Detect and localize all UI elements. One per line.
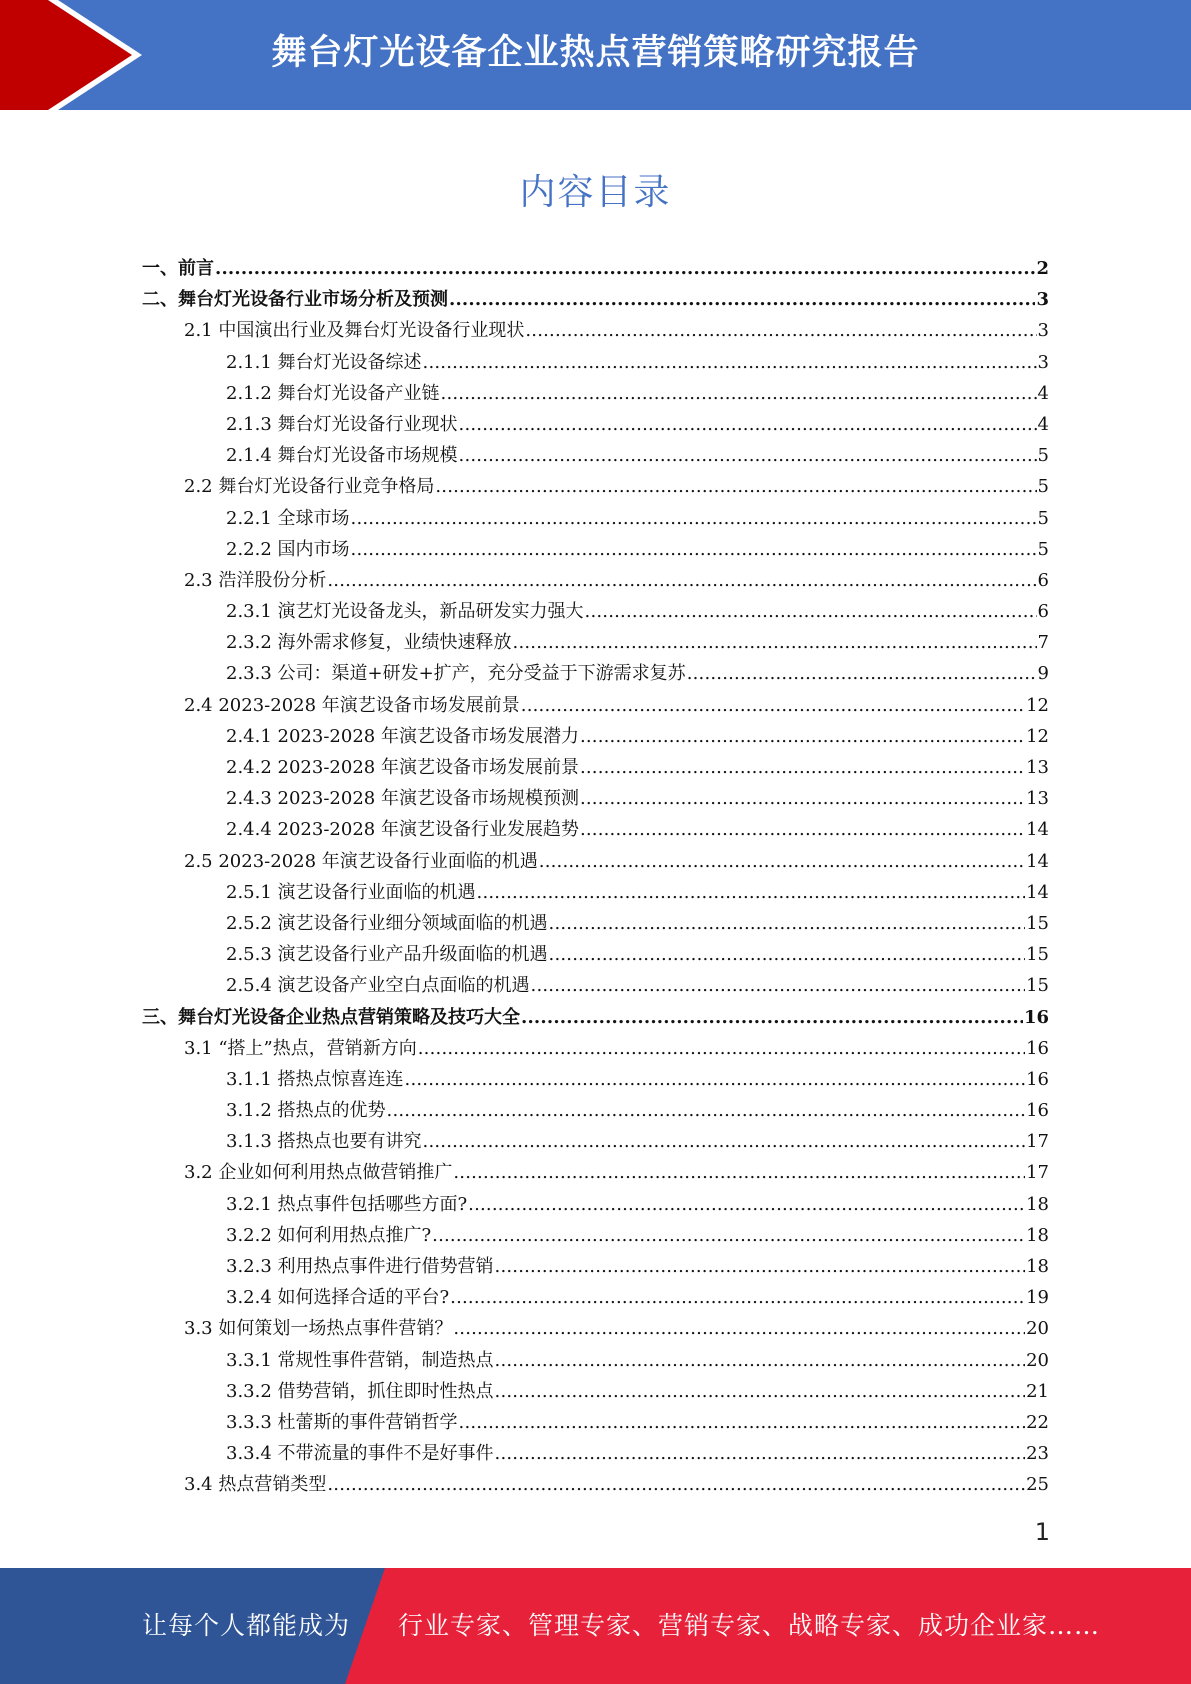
toc-entry-page: 6: [1037, 569, 1049, 591]
toc-entry-page: 3: [1037, 320, 1049, 342]
toc-entry-page: 3: [1037, 351, 1049, 373]
toc-entry-title: 三、舞台灯光设备企业热点营销策略及技巧大全: [142, 1006, 520, 1028]
toc-dot-leader: [327, 1469, 1025, 1500]
toc-entry-title: 2.4.4 2023-2028 年演艺设备行业发展趋势: [226, 819, 579, 841]
toc-entry[interactable]: [142, 378, 1049, 409]
toc-entry[interactable]: [142, 1282, 1049, 1313]
toc-entry[interactable]: [142, 315, 1049, 346]
toc-dot-leader: [387, 1095, 1026, 1126]
header-banner: [0, 0, 1191, 110]
toc-entry[interactable]: [142, 565, 1049, 596]
toc-entry-page: 14: [1026, 819, 1049, 841]
toc-entry-page: 9: [1037, 663, 1049, 685]
toc-entry-page: 15: [1026, 944, 1049, 966]
toc-dot-leader: [549, 908, 1026, 939]
toc-entry-page: 5: [1037, 445, 1049, 467]
toc-heading: 内容目录: [519, 172, 672, 213]
toc-entry-page: 18: [1026, 1224, 1049, 1246]
toc-entry-page: 19: [1026, 1287, 1049, 1309]
page-number: 1: [1034, 1518, 1050, 1546]
toc-entry-page: 16: [1026, 1068, 1049, 1090]
toc-entry[interactable]: [142, 877, 1049, 908]
toc-entry-page: 14: [1026, 850, 1049, 872]
toc-entry-title: 2.2.1 全球市场: [226, 507, 350, 529]
toc-entry-page: 15: [1026, 912, 1049, 934]
toc-entry[interactable]: [142, 503, 1049, 534]
toc-entry-title: 2.1 中国演出行业及舞台灯光设备行业现状: [184, 320, 525, 342]
toc-entry-title: 3.3.4 不带流量的事件不是好事件: [226, 1443, 494, 1465]
toc-entry-title: 2.1.2 舞台灯光设备产业链: [226, 382, 440, 404]
toc-entry-page: 5: [1037, 538, 1049, 560]
toc-entry-title: 2.4 2023-2028 年演艺设备市场发展前景: [184, 694, 520, 716]
toc-entry-title: 2.3.1 演艺灯光设备龙头，新品研发实力强大: [226, 601, 584, 623]
toc-entry[interactable]: [142, 846, 1049, 877]
toc-entry-title: 2.1.3 舞台灯光设备行业现状: [226, 413, 458, 435]
toc-entry-page: 5: [1037, 507, 1049, 529]
toc-entry[interactable]: [142, 1033, 1049, 1064]
toc-entry-page: 15: [1026, 975, 1049, 997]
toc-dot-leader: [580, 814, 1025, 845]
toc-entry-title: 2.5.2 演艺设备行业细分领域面临的机遇: [226, 912, 548, 934]
toc-entry-title: 2.4.2 2023-2028 年演艺设备市场发展前景: [226, 757, 579, 778]
toc-entry-page: 16: [1026, 1100, 1049, 1122]
toc-entry[interactable]: [142, 1438, 1049, 1469]
toc-entry-title: 3.3.1 常规性事件营销，制造热点: [226, 1349, 494, 1371]
toc-dot-leader: [405, 1064, 1026, 1095]
footer-slogan-left: 让每个人都能成为: [142, 1611, 351, 1640]
toc-dot-leader: [468, 1189, 1025, 1220]
toc-entry-title: 3.3.3 杜蕾斯的事件营销哲学: [226, 1411, 458, 1433]
toc-entry-page: 17: [1026, 1131, 1049, 1153]
toc-dot-leader: [525, 315, 1036, 346]
toc-dot-leader: [327, 565, 1036, 596]
toc-entry[interactable]: [142, 721, 1049, 752]
toc-entry-title: 2.3.2 海外需求修复，业绩快速释放: [226, 632, 512, 654]
toc-entry-title: 二、舞台灯光设备行业市场分析及预测: [142, 289, 448, 311]
toc-entry[interactable]: [142, 1157, 1049, 1188]
toc-dot-leader: [351, 534, 1037, 565]
toc-dot-leader: [687, 658, 1037, 689]
toc-entry-page: 2: [1036, 258, 1049, 279]
toc-entry-page: 17: [1026, 1162, 1049, 1184]
toc-dot-leader: [513, 627, 1037, 658]
toc-entry[interactable]: [142, 908, 1049, 939]
toc-dot-leader: [453, 1157, 1025, 1188]
toc-entry[interactable]: [142, 690, 1049, 721]
toc-entry-page: 25: [1026, 1474, 1049, 1496]
toc-dot-leader: [495, 1345, 1026, 1376]
toc-dot-leader: [449, 284, 1035, 315]
toc-dot-leader: [459, 1407, 1026, 1438]
toc-dot-leader: [450, 1282, 1025, 1313]
toc-entry-title: 2.1.1 舞台灯光设备综述: [226, 351, 422, 373]
toc-dot-leader: [539, 846, 1025, 877]
toc-dot-leader: [423, 347, 1037, 378]
toc-entry[interactable]: [142, 783, 1049, 814]
toc-entry-title: 3.2 企业如何利用热点做营销推广: [184, 1162, 453, 1184]
toc-entry-title: 2.3.3 公司：渠道+研发+扩产，充分受益于下游需求复苏: [226, 663, 686, 685]
footer-slogan-right: 行业专家、管理专家、营销专家、战略专家、成功企业家……: [398, 1611, 1101, 1640]
toc-entry-title: 3.2.3 利用热点事件进行借势营销: [226, 1256, 494, 1277]
toc-entry-title: 3.2.1 热点事件包括哪些方面?: [226, 1193, 468, 1215]
toc-entry-title: 2.2.2 国内市场: [226, 538, 350, 560]
toc-dot-leader: [215, 253, 1035, 284]
toc-dot-leader: [549, 939, 1026, 970]
toc-dot-leader: [432, 1220, 1025, 1251]
toc-entry[interactable]: [142, 939, 1049, 970]
toc-dot-leader: [580, 783, 1025, 814]
toc-dot-leader: [459, 409, 1037, 440]
toc-entry-page: 5: [1037, 476, 1049, 498]
toc-entry-title: 3.1.2 搭热点的优势: [226, 1100, 386, 1122]
toc-entry-page: 18: [1026, 1193, 1049, 1215]
toc-entry-title: 3.1.1 搭热点惊喜连连: [226, 1068, 404, 1090]
toc-entry-title: 3.1.3 搭热点也要有讲究: [226, 1131, 422, 1153]
toc-dot-leader: [418, 1033, 1025, 1064]
toc-dot-leader: [531, 970, 1026, 1001]
toc-entry[interactable]: [142, 284, 1049, 315]
toc-dot-leader: [521, 1002, 1023, 1033]
toc-entry[interactable]: [142, 1189, 1049, 1220]
toc-dot-leader: [435, 471, 1036, 502]
toc-dot-leader: [495, 1251, 1026, 1282]
toc-entry[interactable]: [142, 814, 1049, 845]
toc-dot-leader: [441, 378, 1037, 409]
toc-entry-title: 3.3.2 借势营销，抓住即时性热点: [226, 1380, 494, 1402]
toc-entry-page: 7: [1037, 632, 1049, 654]
toc-entry-title: 3.1 “搭上”热点，营销新方向: [184, 1037, 417, 1059]
toc-entry-title: 2.2 舞台灯光设备行业竞争格局: [184, 476, 435, 498]
toc-entry-page: 13: [1026, 757, 1049, 778]
toc-entry[interactable]: [142, 1064, 1049, 1095]
toc-entry[interactable]: [142, 409, 1049, 440]
toc-entry-title: 2.5.1 演艺设备行业面临的机遇: [226, 881, 476, 903]
toc-entry[interactable]: [142, 1002, 1049, 1033]
toc-entry[interactable]: [142, 1345, 1049, 1376]
toc-entry-page: 4: [1037, 382, 1049, 404]
toc-entry[interactable]: [142, 596, 1049, 627]
toc-entry-page: 23: [1026, 1443, 1049, 1465]
toc-entry-page: 4: [1037, 413, 1049, 435]
toc-entry-title: 2.5 2023-2028 年演艺设备行业面临的机遇: [184, 850, 538, 872]
toc-dot-leader: [351, 503, 1037, 534]
report-title: 舞台灯光设备企业热点营销策略研究报告: [271, 33, 920, 73]
toc-dot-leader: [459, 440, 1037, 471]
toc-entry-title: 2.5.4 演艺设备产业空白点面临的机遇: [226, 975, 530, 997]
toc-entry[interactable]: [142, 1251, 1049, 1282]
toc-dot-leader: [580, 721, 1025, 752]
toc-entry-title: 2.1.4 舞台灯光设备市场规模: [226, 445, 458, 467]
toc-entry-title: 2.4.1 2023-2028 年演艺设备市场发展潜力: [226, 725, 579, 747]
toc-entry[interactable]: [142, 440, 1049, 471]
toc-entry[interactable]: [142, 1407, 1049, 1438]
toc-entry-title: 3.4 热点营销类型: [184, 1474, 327, 1496]
toc-entry[interactable]: [142, 1469, 1049, 1500]
table-of-contents: [142, 253, 1049, 1501]
toc-entry[interactable]: [142, 253, 1049, 284]
toc-dot-leader: [580, 752, 1025, 783]
toc-entry-page: 13: [1026, 788, 1049, 810]
toc-entry-title: 3.2.4 如何选择合适的平台?: [226, 1287, 450, 1309]
toc-entry[interactable]: [142, 1376, 1049, 1407]
toc-entry-title: 2.3 浩洋股份分析: [184, 569, 327, 591]
toc-entry-page: 12: [1026, 694, 1049, 716]
toc-entry-page: 3: [1036, 289, 1049, 311]
toc-entry[interactable]: [142, 658, 1049, 689]
toc-entry-page: 14: [1026, 881, 1049, 903]
toc-entry-page: 20: [1026, 1318, 1049, 1340]
toc-entry[interactable]: [142, 1313, 1049, 1344]
toc-entry-title: 3.3 如何策划一场热点事件营销？: [184, 1318, 453, 1340]
toc-entry[interactable]: [142, 1220, 1049, 1251]
toc-dot-leader: [521, 690, 1025, 721]
toc-entry-page: 12: [1026, 725, 1049, 747]
toc-entry-page: 20: [1026, 1349, 1049, 1371]
toc-entry-page: 16: [1026, 1037, 1049, 1059]
toc-entry[interactable]: [142, 347, 1049, 378]
toc-entry-page: 22: [1026, 1411, 1049, 1433]
toc-entry-page: 16: [1023, 1006, 1049, 1028]
toc-entry[interactable]: [142, 970, 1049, 1001]
toc-entry[interactable]: [142, 627, 1049, 658]
toc-entry[interactable]: [142, 1095, 1049, 1126]
toc-dot-leader: [453, 1313, 1025, 1344]
toc-entry-title: 2.5.3 演艺设备行业产品升级面临的机遇: [226, 944, 548, 966]
toc-entry-title: 2.4.3 2023-2028 年演艺设备市场规模预测: [226, 788, 579, 810]
toc-dot-leader: [423, 1126, 1026, 1157]
footer-banner: [0, 1568, 1191, 1684]
toc-entry[interactable]: [142, 471, 1049, 502]
toc-dot-leader: [585, 596, 1037, 627]
toc-entry[interactable]: [142, 752, 1049, 783]
toc-dot-leader: [477, 877, 1026, 908]
toc-entry-title: 3.2.2 如何利用热点推广?: [226, 1224, 432, 1246]
toc-dot-leader: [495, 1438, 1026, 1469]
toc-entry-page: 21: [1026, 1380, 1049, 1402]
toc-entry[interactable]: [142, 1126, 1049, 1157]
toc-entry-title: 一、前言: [142, 258, 214, 279]
toc-dot-leader: [495, 1376, 1026, 1407]
toc-entry[interactable]: [142, 534, 1049, 565]
toc-entry-page: 6: [1037, 601, 1049, 623]
toc-entry-page: 18: [1026, 1256, 1049, 1277]
